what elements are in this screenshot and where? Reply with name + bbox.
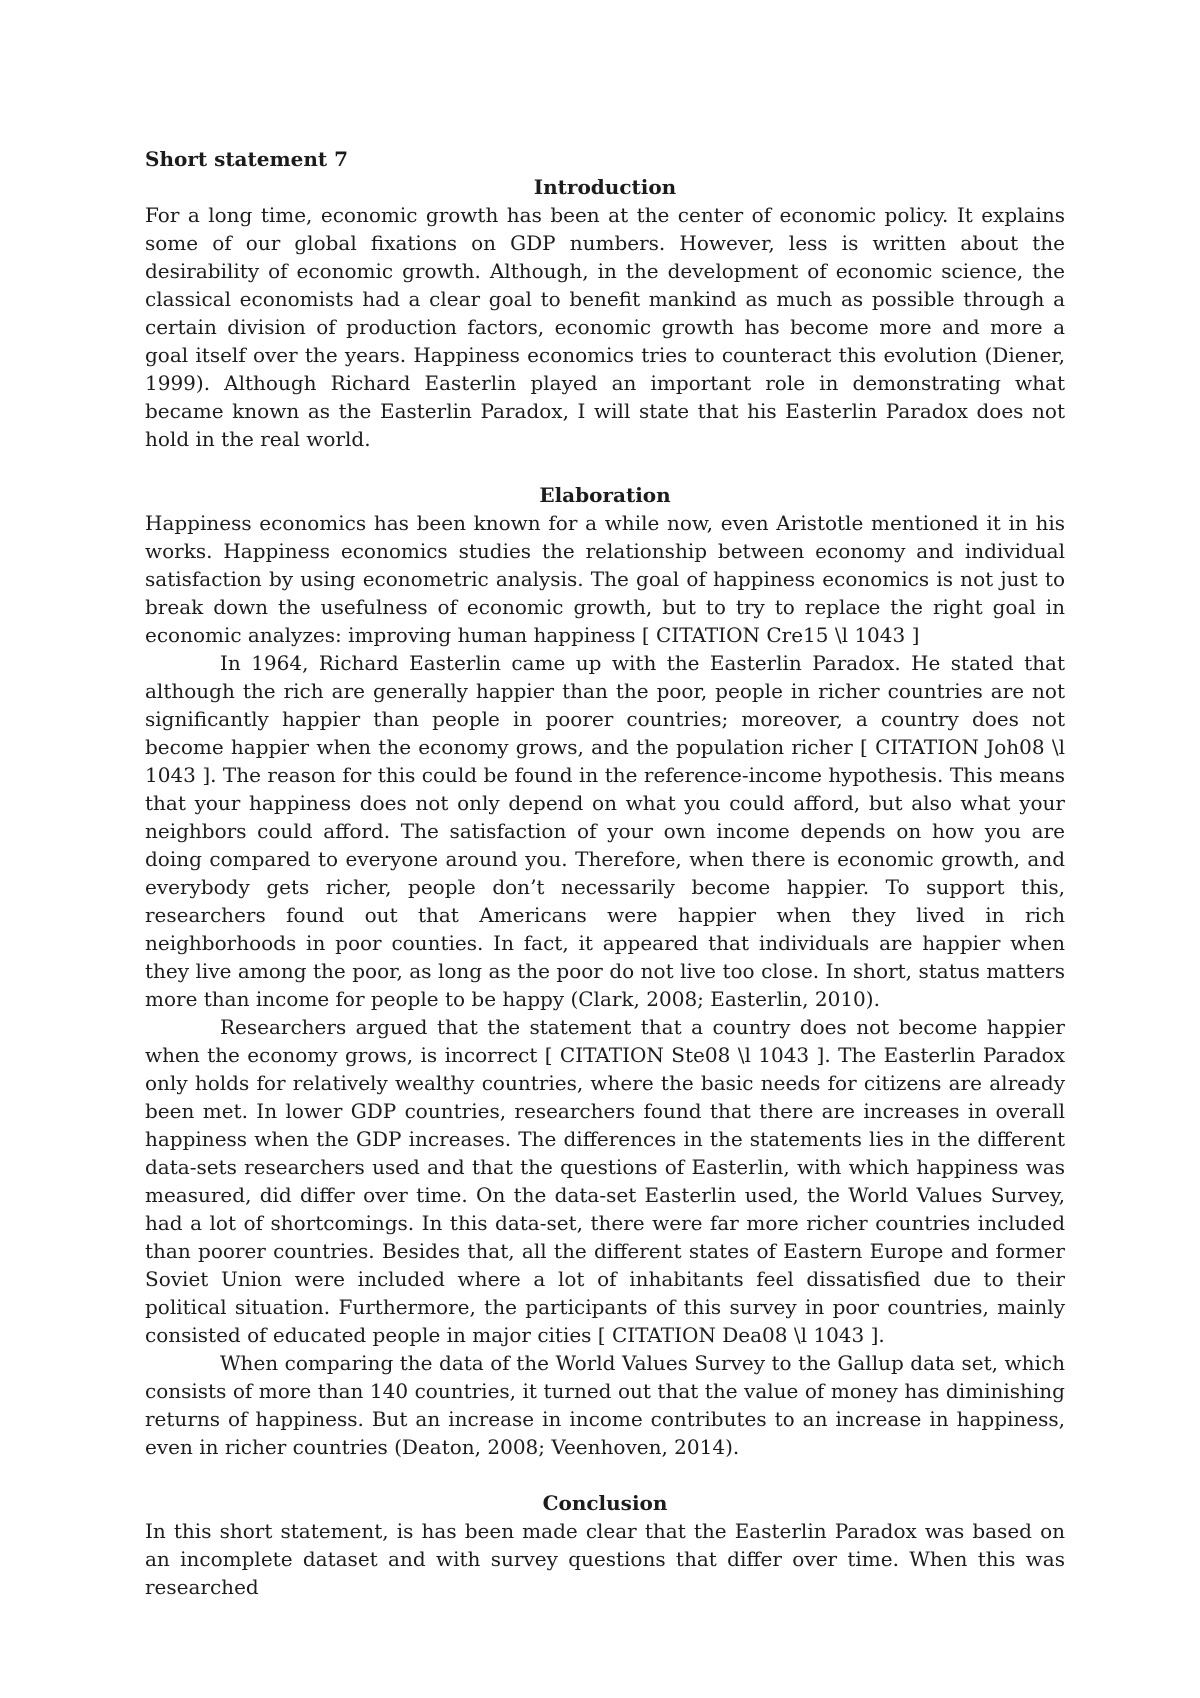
paragraph-introduction: For a long time, economic growth has been at the center of economic policy. It explains some of our global fixations on GDP numbers. However, less is written about the desirability of economic growth. Although, in the development of economic science, the classical economists had a clear goal to benefit mankind as much as possible through a certain division of production factors, economic growth has become more and more a goal itself over the years. Happiness economics tries to counteract this evolution (Diener, 1999). Although Richard Easterlin played an important role in demonstrating what became known as the Easterlin Paradox, I will state that his Easterlin Paradox does not hold in the real world. bbox=[145, 203, 1065, 451]
paragraph-elaboration-4: When comparing the data of the World Values Survey to the Gallup data set, which consists of more than 140 countries, it turned out that the value of money has diminishing returns of happiness. But an increase in income contributes to an increase in happiness, even in richer countries (Deaton, 2008; Veenhoven, 2014). bbox=[145, 1351, 1065, 1459]
paragraph-elaboration-2: In 1964, Richard Easterlin came up with the Easterlin Paradox. He stated that although the rich are generally happier than the poor, people in richer countries are not significantly happier than people in poorer countries; moreover, a country does not become happier when the economy grows, and the population richer [ CITATION Joh08 \l 1043 ]. The reason for this could be found in the reference-income hypothesis. This means that your happiness does not only depend on what you could afford, but also what your neighbors could afford. The satisfaction of your own income depends on how you are doing compared to everyone around you. Therefore, when there is economic growth, and everybody gets richer, people don’t necessarily become happier. To support this, researchers found out that Americans were happier when they lived in rich neighborhoods in poor counties. In fact, it appeared that individuals are happier when they live among the poor, as long as the poor do not live too close. In short, status matters more than income for people to be happy (Clark, 2008; Easterlin, 2010). bbox=[145, 651, 1065, 1011]
document-title: Short statement 7 bbox=[145, 147, 349, 171]
paragraph-conclusion: In this short statement, is has been made clear that the Easterlin Paradox was based on an incomplete dataset and with survey questions that differ over time. When this was researched bbox=[145, 1519, 1065, 1599]
section-heading-elaboration: Elaboration bbox=[539, 483, 671, 507]
section-heading-introduction: Introduction bbox=[533, 175, 677, 199]
paragraph-elaboration-3: Researchers argued that the statement that a country does not become happier when the economy grows, is incorrect [ CITATION Ste08 \l 1043 ]. The Easterlin Paradox only holds for relatively wealthy countries, where the basic needs for citizens are already been met. In lower GDP countries, researchers found that there are increases in overall happiness when the GDP increases. The differences in the statements lies in the different data-sets researchers used and that the questions of Easterlin, with which happiness was measured, did differ over time. On the data-set Easterlin used, the World Values Survey, had a lot of shortcomings. In this data-set, there were far more richer countries included than poorer countries. Besides that, all the different states of Eastern Europe and former Soviet Union were included where a lot of inhabitants feel dissatisfied due to their political situation. Furthermore, the participants of this survey in poor countries, mainly consisted of educated people in major cities [ CITATION Dea08 \l 1043 ]. bbox=[145, 1015, 1065, 1347]
document-body bbox=[145, 145, 1065, 1601]
section-heading-conclusion: Conclusion bbox=[542, 1491, 668, 1515]
paragraph-elaboration-1: Happiness economics has been known for a while now, even Aristotle mentioned it in his works. Happiness economics studies the relationship between economy and individual satisfaction by using econometric analysis. The goal of happiness economics is not just to break down the usefulness of economic growth, but to try to replace the right goal in economic analyzes: improving human happiness [ CITATION Cre15 \l 1043 ] bbox=[145, 511, 1065, 647]
